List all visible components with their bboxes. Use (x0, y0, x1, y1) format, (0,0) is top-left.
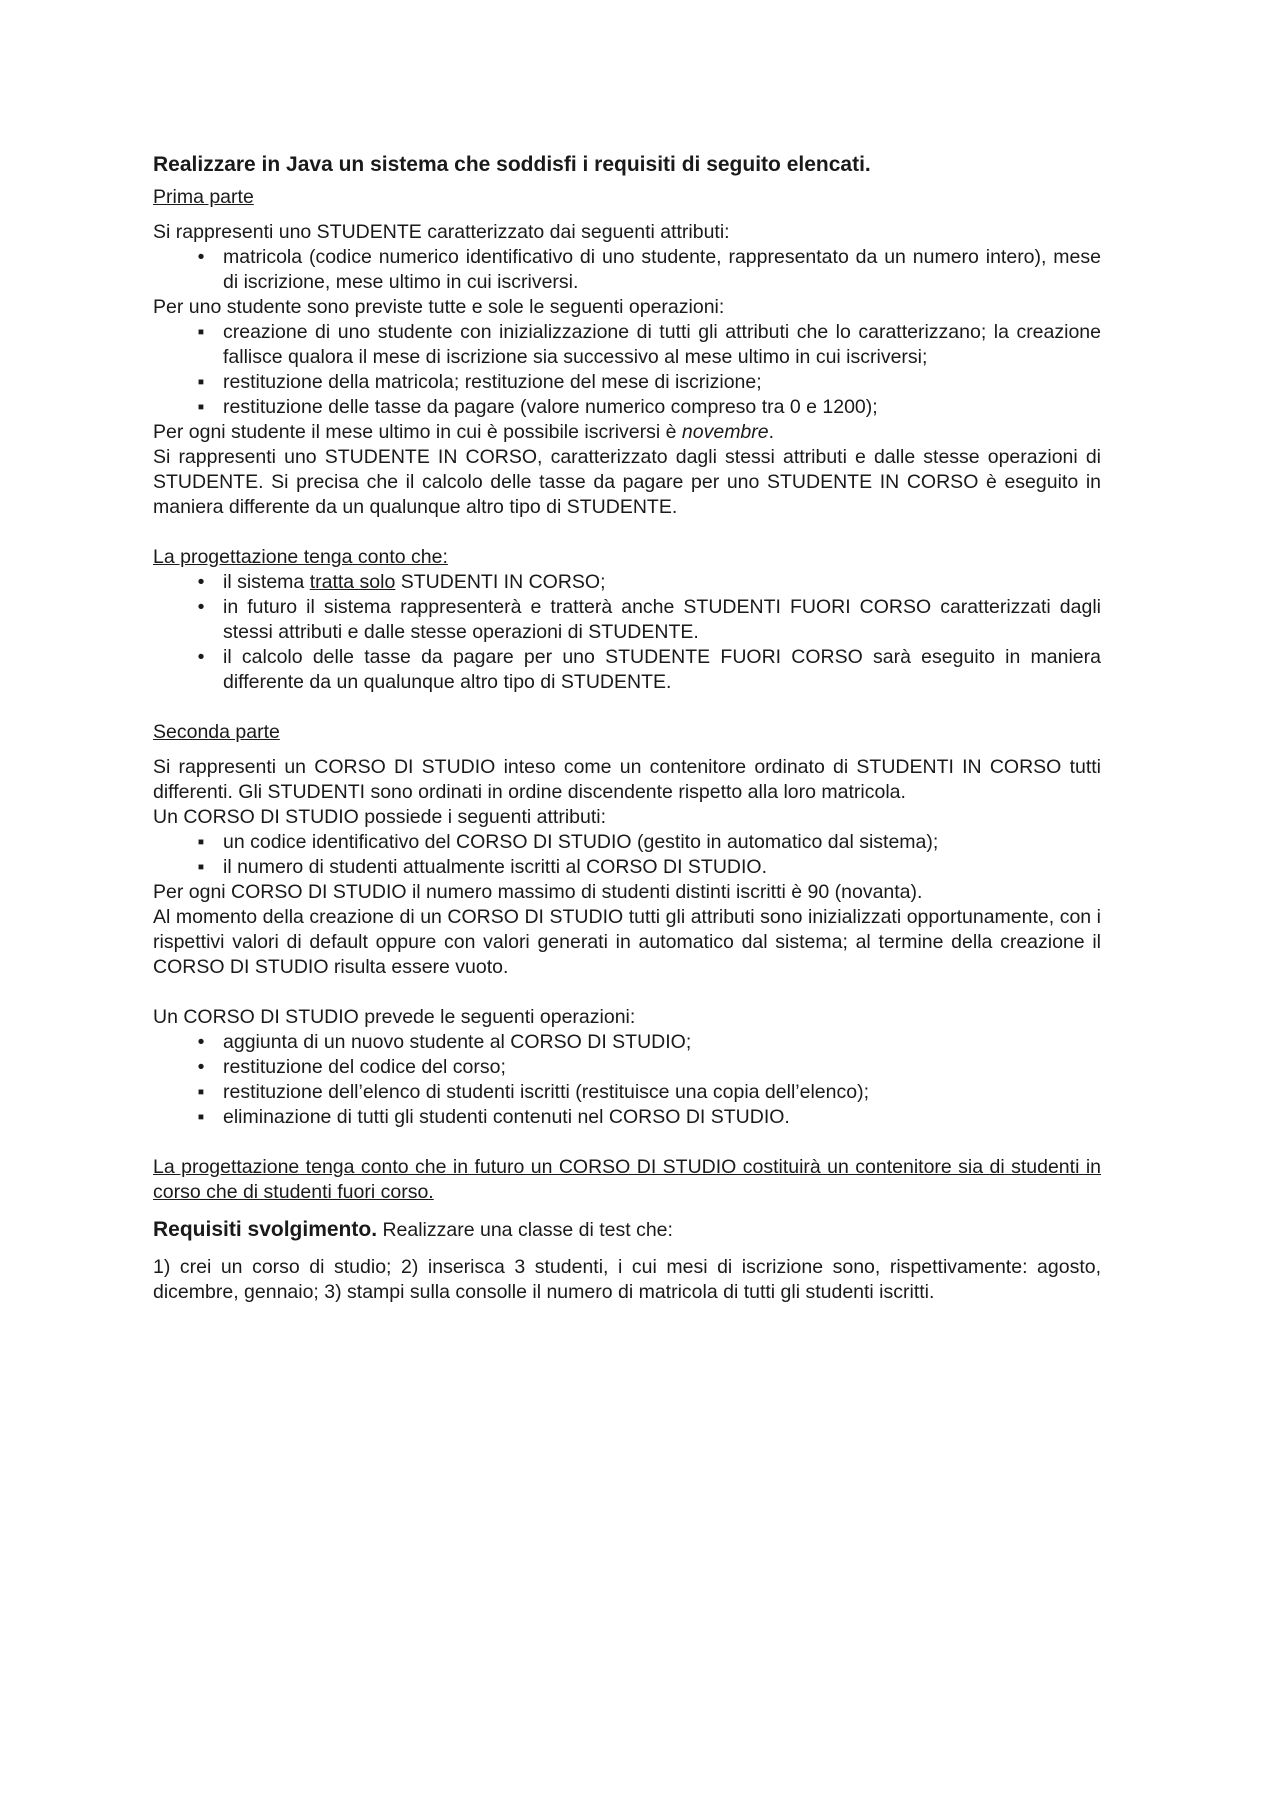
square-bullet-icon: ▪ (197, 1081, 205, 1103)
document-title: Realizzare in Java un sistema che soddisfi i requisiti di seguito elencati. (153, 153, 871, 176)
square-bullet-icon: ▪ (197, 856, 205, 878)
november-note: Per ogni studente il mese ultimo in cui è possibile iscriversi è novembre. (153, 421, 775, 443)
course-operations-list (153, 1030, 1101, 1130)
square-bullet-icon: ▪ (197, 371, 205, 393)
student-ops-intro: Per uno studente sono previste tutte e sole le seguenti operazioni: (153, 296, 725, 318)
square-bullet-icon: ▪ (197, 831, 205, 853)
list-item: • aggiunta di un nuovo studente al CORSO DI STUDIO; (153, 1030, 1101, 1055)
requirements-heading: Requisiti svolgimento. (153, 1218, 378, 1241)
creation-note: Al momento della creazione di un CORSO DI STUDIO tutti gli attributi sono inizializzati opportunamente, con i rispettivi valori di default oppure con valori generati in automatico dal sistema; al termine della creazione il CORSO DI STUDIO risulta essere vuoto. (153, 906, 1101, 978)
list-item: • matricola (codice numerico identificativo di uno studente, rappresentato da un numero intero), mese di iscrizione, mese ultimo in cui iscriversi. (153, 245, 1101, 295)
design-heading: La progettazione tenga conto che: (153, 546, 448, 568)
bullet-icon: • (197, 246, 205, 268)
square-bullet-icon: ▪ (197, 396, 205, 418)
list-item: ▪ il numero di studenti attualmente iscritti al CORSO DI STUDIO. (153, 855, 1101, 880)
part2-heading: Seconda parte (153, 721, 280, 743)
square-bullet-icon: ▪ (197, 321, 205, 343)
bullet-icon: • (197, 1056, 205, 1078)
bullet-icon: • (197, 596, 205, 618)
document-body (153, 152, 1101, 1305)
course-intro: Si rappresenti un CORSO DI STUDIO inteso come un contenitore ordinato di STUDENTI IN CORSO tutti differenti. Gli STUDENTI sono ordinati in ordine discendente rispetto alla loro matricola. (153, 756, 1101, 803)
list-item: ▪ restituzione dell’elenco di studenti iscritti (restituisce una copia dell’elenco); (153, 1080, 1101, 1105)
course-ops-intro: Un CORSO DI STUDIO prevede le seguenti operazioni: (153, 1006, 636, 1028)
student-operations-list (153, 320, 1101, 420)
bullet-icon: • (197, 646, 205, 668)
student-intro: Si rappresenti uno STUDENTE caratterizzato dai seguenti attributi: (153, 221, 730, 243)
requirements-steps: 1) crei un corso di studio; 2) inserisca 3 studenti, i cui mesi di iscrizione sono, rispettivamente: agosto, dicembre, gennaio; 3) stampi sulla consolle il numero di matricola di tutti gli studenti iscritti. (153, 1256, 1101, 1303)
list-item: • il sistema tratta solo STUDENTI IN CORSO; (153, 570, 1101, 595)
list-item: ▪ restituzione della matricola; restituzione del mese di iscrizione; (153, 370, 1101, 395)
future-design-note: La progettazione tenga conto che in futuro un CORSO DI STUDIO costituirà un contenitore sia di studenti in corso che di studenti fuori corso. (153, 1156, 1101, 1203)
part1-heading: Prima parte (153, 186, 254, 208)
list-item: ▪ creazione di uno studente con inizializzazione di tutti gli attributi che lo caratterizzano; la creazione fallisce qualora il mese di iscrizione sia successivo al mese ultimo in cui iscriversi; (153, 320, 1101, 370)
list-item: ▪ un codice identificativo del CORSO DI STUDIO (gestito in automatico dal sistema); (153, 830, 1101, 855)
list-item: ▪ eliminazione di tutti gli studenti contenuti nel CORSO DI STUDIO. (153, 1105, 1101, 1130)
bullet-icon: • (197, 571, 205, 593)
bullet-icon: • (197, 1031, 205, 1053)
list-item: • in futuro il sistema rappresenterà e tratterà anche STUDENTI FUORI CORSO caratterizzati dagli stessi attributi e dalle stesse operazioni di STUDENTE. (153, 595, 1101, 645)
requirements-intro: Requisiti svolgimento. Realizzare una classe di test che: (153, 1218, 673, 1241)
design-list (153, 570, 1101, 695)
student-attributes-list (153, 245, 1101, 295)
in-corso-paragraph: Si rappresenti uno STUDENTE IN CORSO, caratterizzato dagli stessi attributi e dalle stesse operazioni di STUDENTE. Si precisa che il calcolo delle tasse da pagare per uno STUDENTE IN CORSO è eseguito in maniera differente da un qualunque altro tipo di STUDENTE. (153, 446, 1101, 518)
course-attributes-list (153, 830, 1101, 880)
max-students-note: Per ogni CORSO DI STUDIO il numero massimo di studenti distinti iscritti è 90 (novanta). (153, 881, 923, 903)
list-item: • il calcolo delle tasse da pagare per uno STUDENTE FUORI CORSO sarà eseguito in maniera differente da un qualunque altro tipo di STUDENTE. (153, 645, 1101, 695)
course-attrs-intro: Un CORSO DI STUDIO possiede i seguenti attributi: (153, 806, 607, 828)
list-item: ▪ restituzione delle tasse da pagare (valore numerico compreso tra 0 e 1200); (153, 395, 1101, 420)
list-item: • restituzione del codice del corso; (153, 1055, 1101, 1080)
square-bullet-icon: ▪ (197, 1106, 205, 1128)
